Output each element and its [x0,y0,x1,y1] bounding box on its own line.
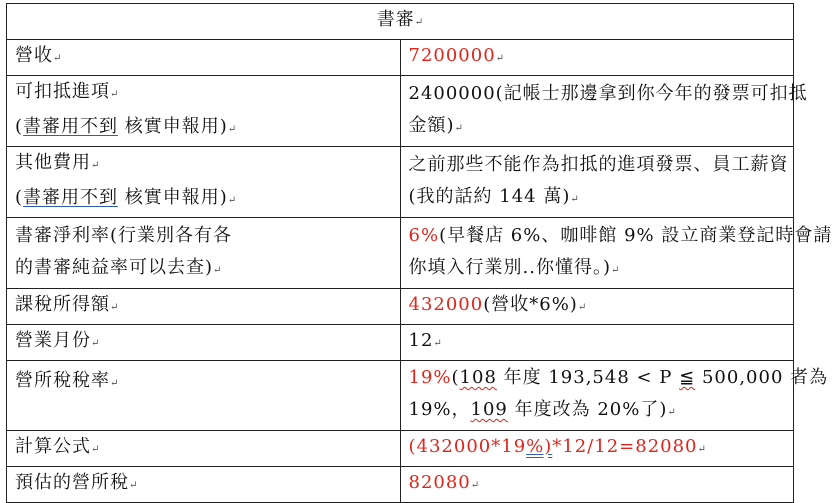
value-taxable-income: 432000(營收*6%)↵ [400,289,794,325]
label-estimated-tax: 預估的營所稅↵ [7,467,401,503]
value-estimated-tax: 82080↵ [400,467,794,503]
label-months: 營業月份↵ [7,325,401,361]
row-revenue [7,40,794,76]
row-net-rate [7,218,794,289]
value-deductible: 2400000(記帳士那邊拿到你今年的發票可扣抵 金額)↵ [400,76,794,147]
label-net-rate: 書審淨利率(行業別各有各 的書審純益率可以去查)↵ [7,218,401,289]
label-revenue: 營收↵ [7,40,401,76]
value-tax-rate: 19%(108 年度 193,548 < P ≦ 500,000 者為 19%，109 年度改為 20%了)↵ [400,361,794,431]
table-title: 書審↵ [7,4,794,40]
row-estimated-tax [7,467,794,503]
row-formula [7,431,794,467]
label-taxable-income: 課稅所得額↵ [7,289,401,325]
row-other-expenses [7,147,794,218]
value-revenue: 7200000↵ [400,40,794,76]
row-tax-rate [7,361,794,431]
label-deductible: 可扣抵進項↵ (書審用不到 核實申報用)↵ [7,76,401,147]
row-months [7,325,794,361]
value-formula: (432000*19%)*12/12=82080↵ [400,431,794,467]
label-formula: 計算公式↵ [7,431,401,467]
label-tax-rate: 營所稅稅率↵ [7,361,401,431]
tax-table [6,3,832,503]
label-other-expenses: 其他費用↵ (書審用不到 核實申報用)↵ [7,147,401,218]
value-months: 12↵ [400,325,794,361]
row-deductible [7,76,794,147]
value-net-rate: 6%(早餐店 6%、咖啡館 9% 設立商業登記時會請 你填入行業別..你懂得。)↵ [400,218,794,289]
underlined-note: 書審用不到 [23,116,119,137]
underlined-note: 書審用不到 [23,187,119,208]
value-other-expenses: 之前那些不能作為扣抵的進項發票、員工薪資 (我的話約 144 萬)↵ [400,147,794,218]
row-taxable-income [7,289,794,325]
